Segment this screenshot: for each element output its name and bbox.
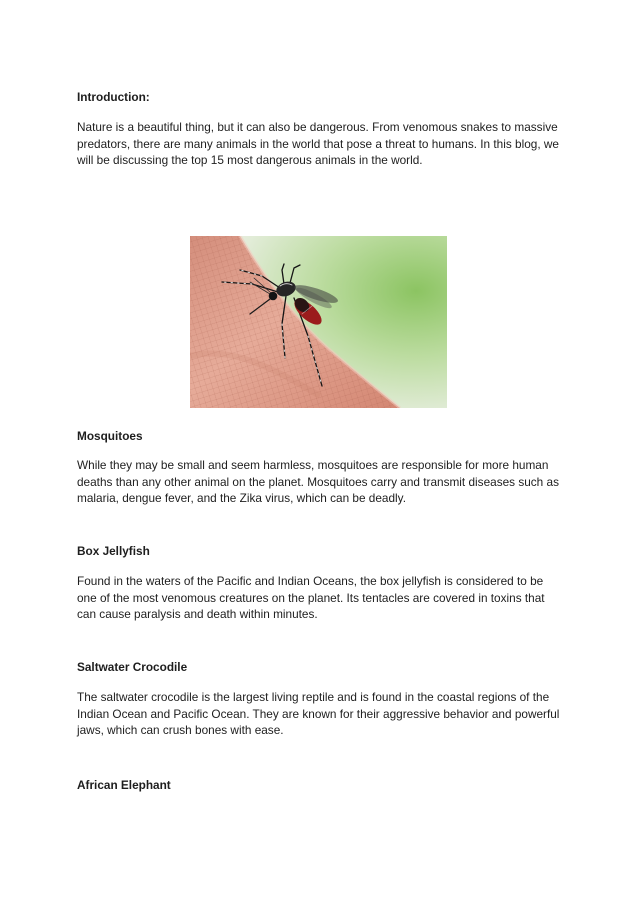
mosquito-photo-drawing xyxy=(190,236,447,408)
heading-introduction: Introduction: xyxy=(77,90,150,104)
paragraph-introduction xyxy=(77,119,577,169)
text-line: While they may be small and seem harmless, mosquitoes are responsible for more human xyxy=(77,458,549,472)
text-line: predators, there are many animals in the world that pose a threat to humans. In this blog, we xyxy=(77,136,559,151)
text-line: will be discussing the top 15 most dangerous animals in the world. xyxy=(77,153,423,167)
mosquito-photo xyxy=(190,236,447,408)
text-line: Indian Ocean and Pacific Ocean. They are known for their aggressive behavior and powerful xyxy=(77,706,560,721)
heading-saltwater-crocodile: Saltwater Crocodile xyxy=(77,660,188,674)
paragraph-mosquitoes xyxy=(77,457,577,507)
text-line: can cause paralysis and death within minutes. xyxy=(77,607,318,621)
text-line: one of the most venomous creatures on the planet. Its tentacles are covered in toxins that xyxy=(77,590,545,605)
heading-mosquitoes: Mosquitoes xyxy=(77,429,143,443)
paragraph-saltwater-crocodile xyxy=(77,689,577,739)
heading-african-elephant: African Elephant xyxy=(77,778,171,792)
paragraph-box-jellyfish xyxy=(77,573,577,623)
text-line: Found in the waters of the Pacific and Indian Oceans, the box jellyfish is considered to be xyxy=(77,574,544,588)
text-line: malaria, dengue fever, and the Zika virus, which can be deadly. xyxy=(77,491,406,505)
text-line: jaws, which can crush bones with ease. xyxy=(77,723,284,737)
text-line: Nature is a beautiful thing, but it can also be dangerous. From venomous snakes to massive xyxy=(77,120,558,134)
text-line: The saltwater crocodile is the largest living reptile and is found in the coastal regions of the xyxy=(77,690,550,704)
heading-box-jellyfish: Box Jellyfish xyxy=(77,544,150,558)
text-line: deaths than any other animal on the planet. Mosquitoes carry and transmit diseases such as xyxy=(77,474,559,489)
